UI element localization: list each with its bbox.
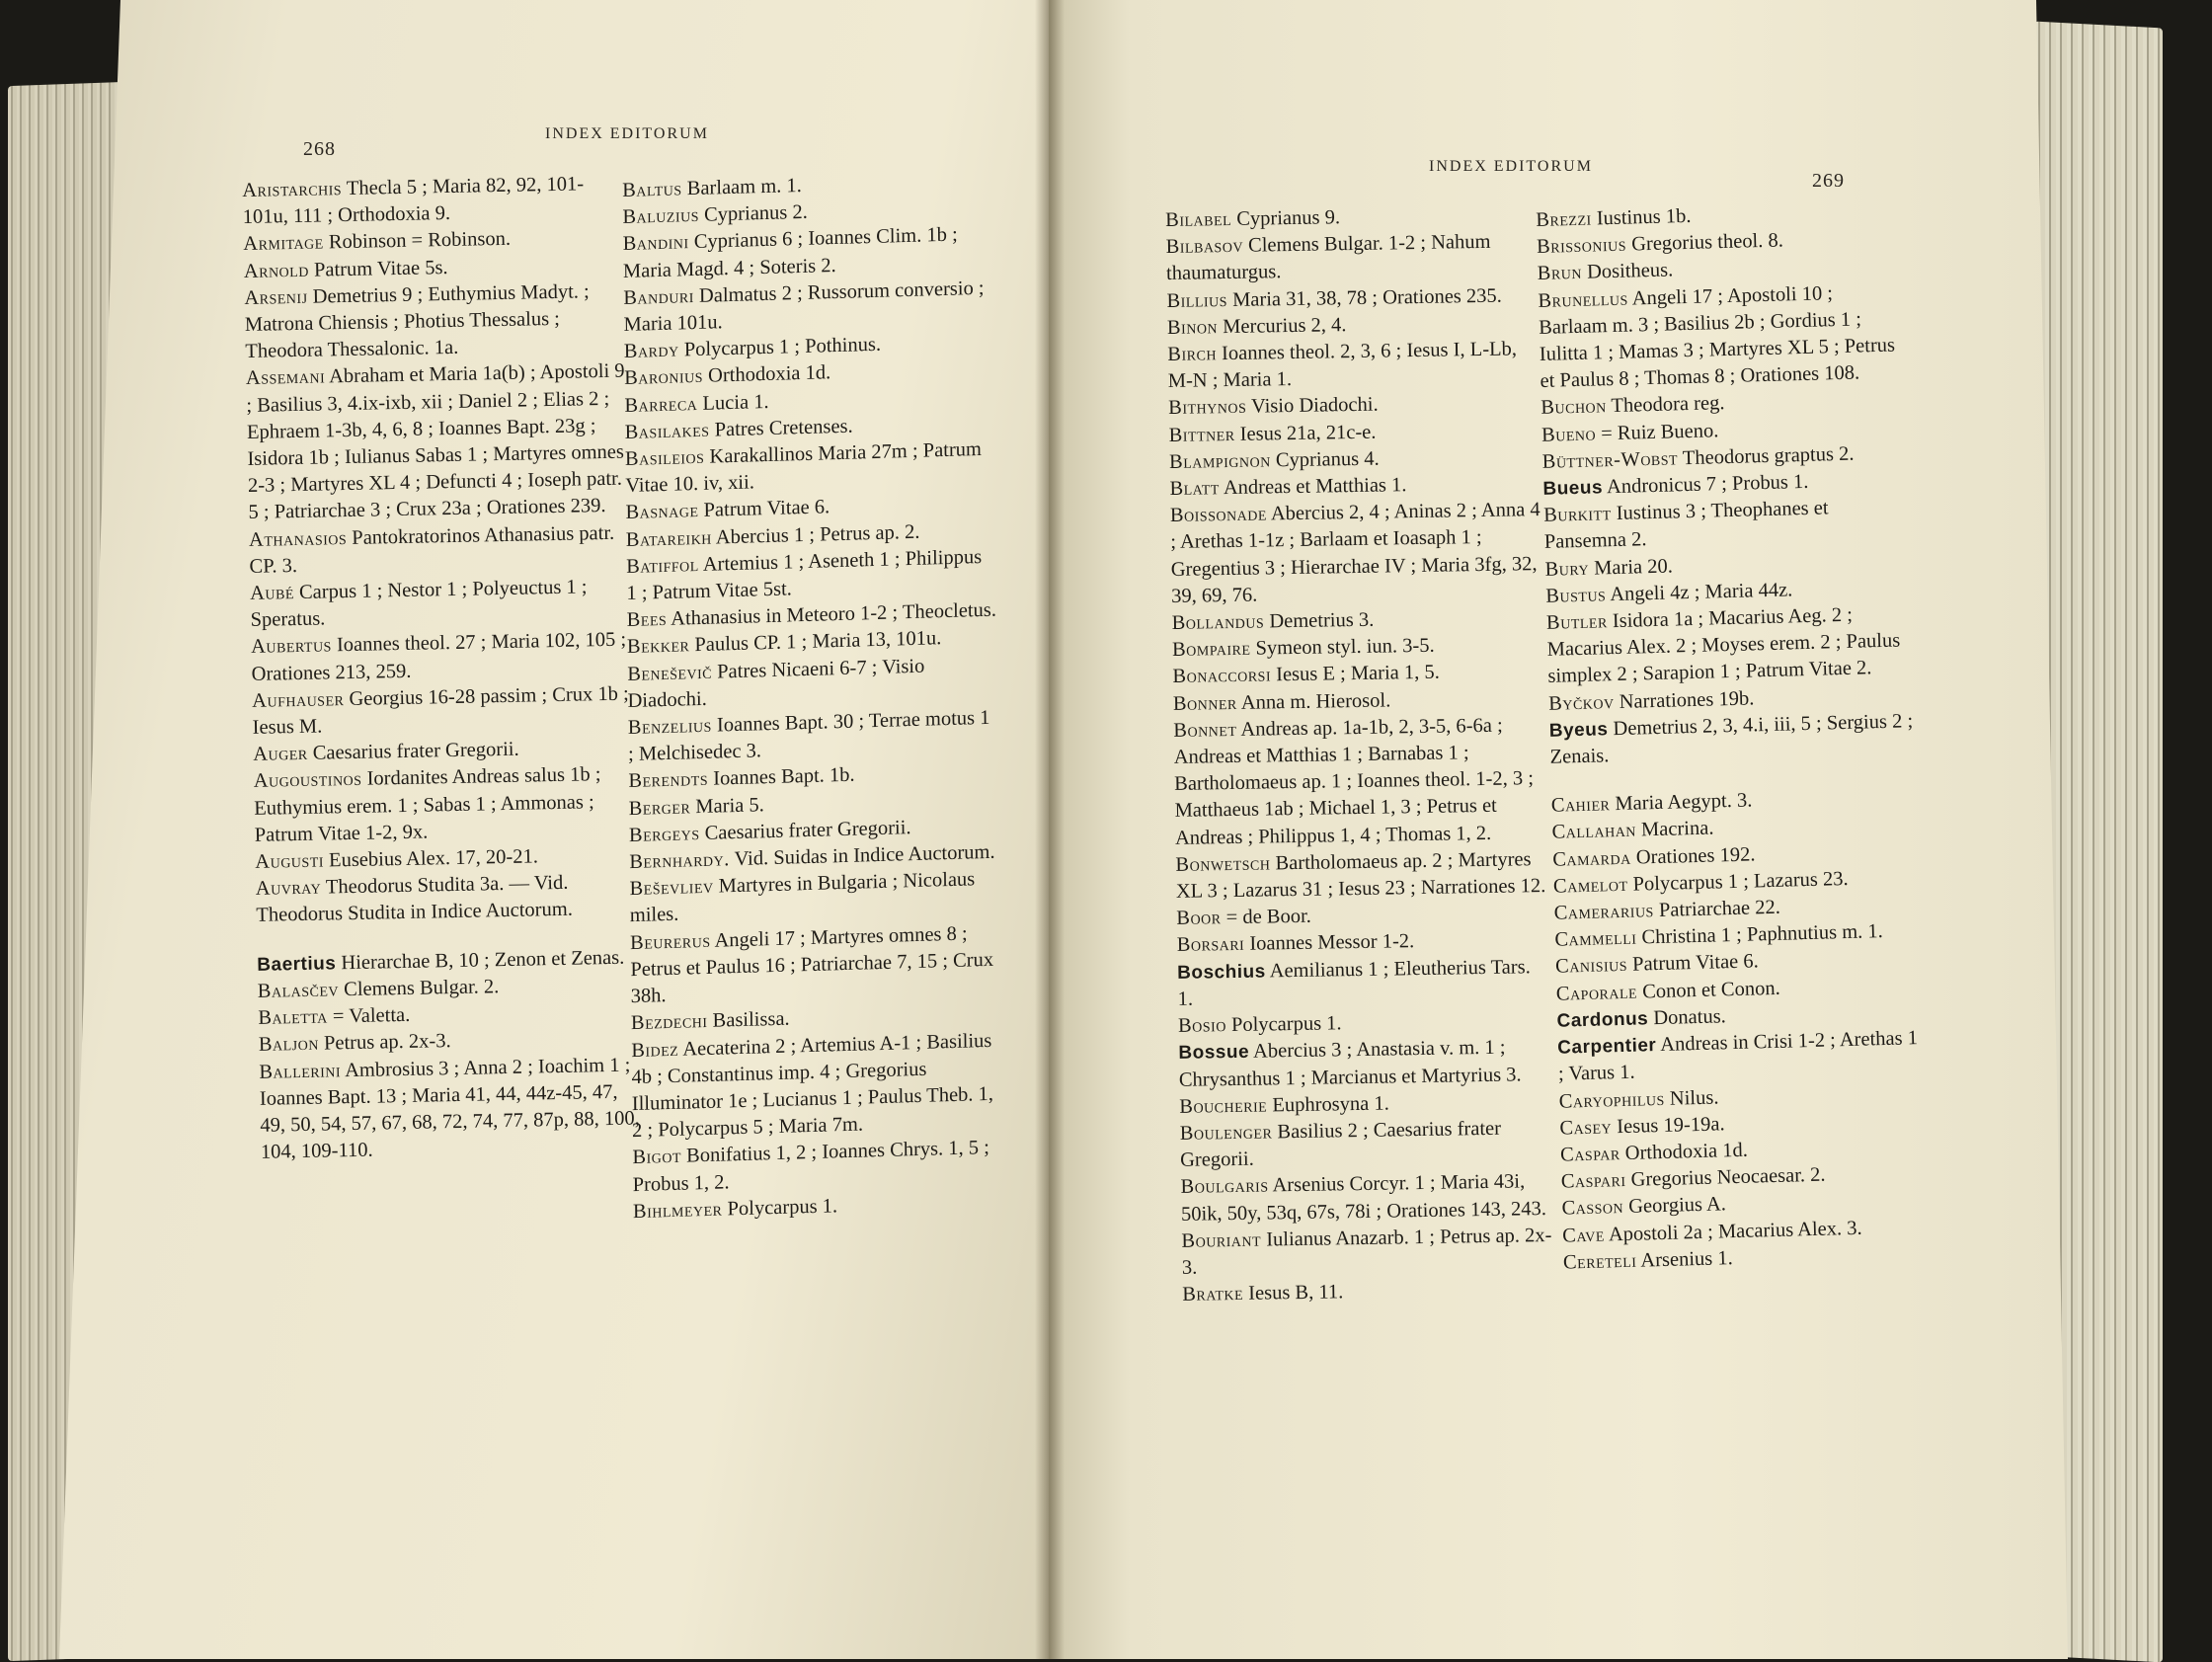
index-headword: Bonaccorsi <box>1172 664 1272 688</box>
index-headword: Bratke <box>1182 1283 1244 1306</box>
index-entry: Bury Maria 20. <box>1544 555 1674 581</box>
index-headword: Auger <box>253 743 308 766</box>
index-headword: Canisius <box>1554 954 1628 979</box>
index-entry: Augoustinos Iordanites Andreas salus 1b ; Euthymius erem. 1 ; Sabas 1 ; Ammonas ; Patrum Vitae 1-2, 9x. <box>253 763 601 846</box>
index-entry: Bompaire Symeon styl. iun. 3-5. <box>1171 635 1435 662</box>
index-entry: Barreca Lucia 1. <box>624 390 769 417</box>
index-headword: Baltus <box>622 178 682 202</box>
index-headword: Carpentier <box>1557 1035 1657 1059</box>
index-entry: Camelot Polycarpus 1 ; Lazarus 23. <box>1552 867 1849 898</box>
index-headword: Binon <box>1166 315 1219 339</box>
index-entry: Burkitt Iustinus 3 ; Theophanes et Pansemna 2. <box>1542 497 1829 554</box>
index-entry: Callahan Macrina. <box>1551 817 1714 844</box>
index-headword: Benzelius <box>627 714 712 740</box>
index-headword: Aubé <box>249 582 295 604</box>
index-headword: Boschius <box>1177 961 1266 984</box>
index-headword: Bollandus <box>1171 610 1265 634</box>
index-entry: Banduri Dalmatus 2 ; Russorum conversio ; Maria 101u. <box>623 277 985 337</box>
index-headword: Camelot <box>1552 873 1628 898</box>
index-headword: Baertius <box>257 953 337 976</box>
index-headword: Bilbasov <box>1165 234 1244 259</box>
index-entry: Büttner-Wobst Theodorus graptus 2. <box>1541 442 1855 473</box>
index-headword: Augusti <box>255 849 325 873</box>
right-page-number: 269 <box>1812 170 1845 192</box>
index-headword: Casson <box>1561 1196 1624 1220</box>
index-headword: Caryophilus <box>1558 1087 1666 1113</box>
index-entry: Basilakes Patres Cretenses. <box>624 415 853 443</box>
index-entry: Balasčev Clemens Bulgar. 2. <box>257 976 500 1002</box>
index-entry: Birch Ioannes theol. 2, 3, 6 ; Iesus I, L-Lb, M-N ; Maria 1. <box>1167 338 1518 393</box>
index-entry: Bekker Paulus CP. 1 ; Maria 13, 101u. <box>626 627 942 659</box>
index-entry: Bustus Angeli 4z ; Maria 44z. <box>1545 579 1793 607</box>
index-entry: Canisius Patrum Vitae 6. <box>1554 950 1760 979</box>
index-entry: Bonaccorsi Iesus E ; Maria 1, 5. <box>1172 662 1440 688</box>
index-headword: Birch <box>1167 343 1218 365</box>
index-entry: Bueno = Ruiz Bueno. <box>1540 419 1719 446</box>
index-headword: Batareikh <box>625 526 712 551</box>
index-headword: Armitage <box>243 231 324 256</box>
index-entry: Caspari Gregorius Neocaesar. 2. <box>1560 1163 1826 1193</box>
index-entry: Baertius Hierarchae B, 10 ; Zenon et Zenas. <box>257 946 625 976</box>
index-headword: Camarda <box>1552 846 1631 871</box>
index-headword: Blatt <box>1169 477 1221 500</box>
index-headword: Bees <box>626 608 668 632</box>
index-entry: Bueus Andronicus 7 ; Probus 1. <box>1542 470 1809 500</box>
index-entry: Camerarius Patriarchae 22. <box>1553 896 1781 924</box>
index-entry: Bouriant Iulianus Anazarb. 1 ; Petrus ap. 2x-3. <box>1181 1224 1552 1279</box>
index-entry: Arnold Patrum Vitae 5s. <box>243 256 448 282</box>
index-entry: Cereteli Arsenius 1. <box>1562 1246 1734 1274</box>
right-running-head: INDEX EDITORUM <box>1429 158 1593 175</box>
index-headword: Auvray <box>255 876 322 901</box>
index-headword: Brezzi <box>1536 207 1592 231</box>
index-entry: Brissonius Gregorius theol. 8. <box>1536 229 1784 259</box>
index-headword: Bihlmeyer <box>632 1198 723 1223</box>
index-entry: Benzelius Ioannes Bapt. 30 ; Terrae motus 1 ; Melchisedec 3. <box>627 706 990 766</box>
index-entry: Bilabel Cyprianus 9. <box>1165 206 1341 231</box>
index-headword: Bilabel <box>1165 207 1232 231</box>
index-headword: Basileios <box>624 445 705 471</box>
index-headword: Ballerini <box>259 1059 342 1083</box>
index-entry: Auvray Theodorus Studita 3a. — Vid. Theodorus Studita in Indice Auctorum. <box>255 872 574 927</box>
index-headword: Aufhauser <box>251 687 345 712</box>
index-headword: Bekker <box>626 634 690 659</box>
index-entry: Byčkov Narrationes 19b. <box>1547 687 1755 715</box>
index-headword: Aristarchis <box>242 178 343 201</box>
index-entry: Bardy Polycarpus 1 ; Pothinus. <box>623 333 882 363</box>
index-entry: Bonwetsch Bartholomaeus ap. 2 ; Martyres XL 3 ; Lazarus 31 ; Iesus 23 ; Narrationes 12. <box>1175 848 1546 903</box>
index-entry: Basileios Karakallinos Maria 27m ; Patrum Vitae 10. iv, xii. <box>624 437 983 498</box>
index-entry: Auger Caesarius frater Gregorii. <box>253 738 519 766</box>
index-entry: Bergeys Caesarius frater Gregorii. <box>628 816 911 846</box>
left-column-1 <box>242 171 641 1167</box>
right-column-1 <box>1165 201 1555 1308</box>
index-headword: Burkitt <box>1542 503 1612 527</box>
index-headword: Banduri <box>623 284 694 309</box>
index-entry: Bittner Iesus 21a, 21c-e. <box>1168 421 1377 446</box>
index-headword: Bustus <box>1545 584 1607 607</box>
index-entry: Aufhauser Georgius 16-28 passim ; Crux 1b ; Iesus M. <box>251 682 629 739</box>
index-entry: Baltus Barlaam m. 1. <box>622 174 802 202</box>
index-entry: Cave Apostoli 2a ; Macarius Alex. 3. <box>1561 1217 1862 1247</box>
index-entry: Bandini Cyprianus 6 ; Ioannes Clim. 1b ; Maria Magd. 4 ; Soteris 2. <box>622 223 958 282</box>
index-headword: Bonwetsch <box>1175 852 1271 876</box>
index-headword: Beševliev <box>629 875 714 901</box>
index-headword: Aubertus <box>250 634 333 659</box>
index-headword: Butler <box>1545 610 1609 634</box>
index-entry: Borsari Ioannes Messor 1-2. <box>1176 930 1415 957</box>
index-headword: Athanasios <box>248 526 348 551</box>
index-headword: Bossue <box>1178 1042 1250 1065</box>
index-headword: Bonnet <box>1173 718 1237 742</box>
index-entry: Bihlmeyer Polycarpus 1. <box>632 1195 838 1223</box>
index-headword: Billius <box>1166 288 1228 312</box>
index-entry: Cahier Maria Aegypt. 3. <box>1550 789 1753 818</box>
index-entry: Bratke Iesus B, 11. <box>1182 1281 1344 1306</box>
index-headword: Boulgaris <box>1180 1174 1269 1199</box>
index-entry: Byeus Demetrius 2, 3, 4.i, iii, 5 ; Sergius 2 ; Zenais. <box>1548 710 1914 768</box>
index-entry: Baletta = Valetta. <box>258 1003 411 1029</box>
index-entry: Bonnet Andreas ap. 1a-1b, 2, 3-5, 6-6a ; Andreas et Matthias 1 ; Barnabas 1 ; Bartholomaeus ap. 1 ; Ioannes theol. 1-2, 3 ; Matthaeus 1ab ; Michael 1, 3 ; Petrus et Andreas ; Philippus 1, 4 ; Thomas 1, 2. <box>1173 714 1535 849</box>
index-entry: Baluzius Cyprianus 2. <box>622 200 808 229</box>
index-entry: Brun Dositheus. <box>1537 259 1674 285</box>
index-headword: Bidez <box>631 1038 679 1062</box>
index-entry: Bilbasov Clemens Bulgar. 1-2 ; Nahum thaumaturgus. <box>1165 231 1491 285</box>
index-entry: Bollandus Demetrius 3. <box>1171 608 1375 634</box>
index-entry: Basnage Patrum Vitae 6. <box>625 496 830 524</box>
left-column-2 <box>622 168 1003 1226</box>
index-headword: Basilakes <box>624 419 710 443</box>
index-headword: Bueus <box>1542 477 1604 500</box>
index-entry: Casey Iesus 19-19a. <box>1559 1113 1725 1140</box>
index-headword: Baletta <box>258 1005 329 1029</box>
index-entry: Buchon Theodora reg. <box>1540 392 1725 420</box>
right-column-2 <box>1536 198 1929 1276</box>
index-entry: Bees Athanasius in Meteoro 1-2 ; Theocletus. <box>626 598 997 632</box>
index-entry: Batiffol Artemius 1 ; Aseneth 1 ; Philippus 1 ; Patrum Vitae 5st. <box>626 545 983 605</box>
index-entry: Boschius Aemilianus 1 ; Eleutherius Tars. 1. <box>1177 955 1531 1010</box>
index-headword: Bueno <box>1540 423 1597 446</box>
index-headword: Brissonius <box>1536 233 1627 259</box>
index-entry: Boulgaris Arsenius Corcyr. 1 ; Maria 43i, 50ik, 50y, 53q, 67s, 78i ; Orationes 143, 243. <box>1180 1170 1547 1226</box>
index-headword: Büttner-Wobst <box>1541 447 1679 473</box>
index-entry: Beševliev Martyres in Bulgaria ; Nicolaus miles. <box>629 868 976 927</box>
index-entry: Cardonus Donatus. <box>1556 1005 1727 1032</box>
index-entry: Bidez Aecaterina 2 ; Artemius A-1 ; Basilius 4b ; Constantinus imp. 4 ; Gregorius Illuminator 1e ; Lucianus 1 ; Paulus Theb. 1, 2 ; Polycarpus 5 ; Maria 7m. <box>631 1029 994 1143</box>
index-entry: Berendts Ioannes Bapt. 1b. <box>628 764 855 793</box>
index-entry: Boulenger Basilius 2 ; Caesarius frater Gregorii. <box>1179 1117 1502 1171</box>
index-headword: Boucherie <box>1179 1094 1268 1118</box>
index-headword: Basnage <box>625 500 699 524</box>
index-headword: Balasčev <box>257 979 340 1002</box>
index-headword: Cardonus <box>1556 1008 1649 1032</box>
book-gutter <box>1035 0 1065 1659</box>
index-entry: Aubé Carpus 1 ; Nestor 1 ; Polyeuctus 1 ; Speratus. <box>249 576 588 632</box>
index-headword: Arnold <box>243 259 310 282</box>
index-entry: Boucherie Euphrosyna 1. <box>1179 1092 1389 1118</box>
index-headword: Brunellus <box>1538 287 1629 312</box>
index-entry: Billius Maria 31, 38, 78 ; Orationes 235. <box>1166 284 1502 312</box>
index-headword: Caporale <box>1555 981 1638 1005</box>
index-headword: Bigot <box>632 1146 682 1169</box>
index-headword: Cahier <box>1550 793 1611 818</box>
index-headword: Camerarius <box>1553 900 1655 924</box>
index-headword: Bompaire <box>1171 637 1251 662</box>
index-entry: Brezzi Iustinus 1b. <box>1536 204 1692 231</box>
index-headword: Augoustinos <box>253 768 362 793</box>
index-headword: Buchon <box>1540 395 1608 420</box>
index-entry: Aubertus Ioannes theol. 27 ; Maria 102, 105 ; Orationes 213, 259. <box>250 629 627 685</box>
index-headword: Bernhardy. <box>629 848 730 874</box>
index-headword: Bezdechi <box>630 1010 708 1035</box>
index-entry: Assemani Abraham et Maria 1a(b) ; Apostoli 9 ; Basilius 3, 4.ix-ixb, xii ; Daniel 2 ; Elias 2 ; Ephraem 1-3b, 4, 6, 8 ; Ioannes Bapt. 23g ; Isidora 1b ; Iulianus Sabas 1 ; Martyres omnes 2-3 ; Martyres XL 4 ; Defuncti 4 ; Ioseph patr. 5 ; Patriarchae 3 ; Crux 23a ; Orationes 239. <box>245 360 625 524</box>
index-entry: Bernhardy. Vid. Suidas in Indice Auctorum. <box>629 840 995 874</box>
index-entry: Bithynos Visio Diadochi. <box>1168 394 1379 420</box>
index-headword: Bergeys <box>628 822 700 846</box>
index-headword: Cave <box>1561 1224 1606 1247</box>
index-entry: Casson Georgius A. <box>1561 1193 1727 1220</box>
left-running-head: INDEX EDITORUM <box>545 125 709 142</box>
index-headword: Bardy <box>623 339 679 363</box>
index-entry: Baljon Petrus ap. 2x-3. <box>258 1030 451 1057</box>
index-headword: Berger <box>628 795 691 820</box>
index-entry: Bigot Bonifatius 1, 2 ; Ioannes Chrys. 1, 5 ; Probus 1, 2. <box>632 1137 990 1196</box>
index-headword: Arsenij <box>244 285 308 309</box>
index-entry: Caporale Conon et Conon. <box>1555 977 1780 1005</box>
index-entry: Arsenij Demetrius 9 ; Euthymius Madyt. ; Matrona Chiensis ; Photius Thessalus ; Theodora Thessalonic. 1a. <box>244 280 590 363</box>
left-page-number: 268 <box>303 138 336 160</box>
index-entry: Caryophilus Nilus. <box>1558 1085 1719 1113</box>
index-entry: Binon Mercurius 2, 4. <box>1166 313 1347 339</box>
index-headword: Boor <box>1176 907 1222 930</box>
index-entry: Beneševič Patres Nicaeni 6-7 ; Visio Diadochi. <box>627 655 925 712</box>
index-entry: Boor = de Boor. <box>1176 906 1311 930</box>
index-entry: Bosio Polycarpus 1. <box>1177 1012 1342 1037</box>
index-entry: Batareikh Abercius 1 ; Petrus ap. 2. <box>625 520 920 551</box>
index-headword: Baluzius <box>622 204 700 229</box>
index-headword: Brun <box>1537 262 1583 285</box>
index-headword: Blampignon <box>1168 449 1271 473</box>
index-entry: Bezdechi Basilissa. <box>630 1007 790 1035</box>
index-headword: Boissonade <box>1169 503 1268 527</box>
index-headword: Baljon <box>258 1032 320 1057</box>
index-entry: Augusti Eusebius Alex. 17, 20-21. <box>255 845 539 873</box>
index-entry: Athanasios Pantokratorinos Athanasius patr. CP. 3. <box>248 521 615 578</box>
index-headword: Barreca <box>624 392 698 417</box>
index-headword: Casey <box>1559 1116 1613 1140</box>
index-entry: Baronius Orthodoxia 1d. <box>624 361 831 390</box>
index-headword: Beurerus <box>629 929 711 954</box>
index-entry: Camarda Orationes 192. <box>1552 843 1756 871</box>
index-entry: Beurerus Angeli 17 ; Martyres omnes 8 ; Petrus et Paulus 16 ; Patriarchae 7, 15 ; Crux 38h. <box>629 922 994 1008</box>
index-headword: Bithynos <box>1168 396 1247 420</box>
index-headword: Beneševič <box>627 661 713 685</box>
index-headword: Borsari <box>1176 933 1245 957</box>
index-entry: Butler Isidora 1a ; Macarius Aeg. 2 ; Macarius Alex. 2 ; Moyses erem. 2 ; Paulus simplex 2 ; Sarapion 1 ; Patrum Vitae 2. <box>1545 603 1901 688</box>
index-entry: Ballerini Ambrosius 3 ; Anna 2 ; Ioachim 1 ; Ioannes Bapt. 13 ; Maria 41, 44, 44z-45, 47, 49, 50, 54, 57, 67, 68, 72, 74, 77, 87p, 88, 100, 104, 109-110. <box>259 1054 640 1163</box>
index-headword: Cereteli <box>1562 1249 1637 1274</box>
index-entry: Brunellus Angeli 17 ; Apostoli 10 ; Barlaam m. 3 ; Basilius 2b ; Gordius 1 ; Iulitta 1 ; Mamas 3 ; Martyres XL 5 ; Petrus et Paulus 8 ; Thomas 8 ; Orationes 108. <box>1538 281 1896 393</box>
index-headword: Bonner <box>1172 691 1237 715</box>
index-entry: Blatt Andreas et Matthias 1. <box>1169 474 1407 500</box>
index-entry: Caspar Orthodoxia 1d. <box>1559 1139 1749 1166</box>
index-headword: Boulenger <box>1179 1121 1273 1145</box>
index-entry: Bossue Abercius 3 ; Anastasia v. m. 1 ; Chrysanthus 1 ; Marcianus et Martyrius 3. <box>1178 1036 1522 1091</box>
index-headword: Assemani <box>245 365 326 390</box>
index-headword: Baronius <box>624 365 704 390</box>
index-entry: Aristarchis Thecla 5 ; Maria 82, 92, 101-101u, 111 ; Orthodoxia 9. <box>242 173 585 229</box>
index-headword: Bandini <box>622 231 689 256</box>
index-entry: Berger Maria 5. <box>628 793 764 820</box>
index-headword: Cammelli <box>1554 926 1637 952</box>
index-headword: Bouriant <box>1181 1228 1262 1252</box>
index-headword: Batiffol <box>626 553 699 578</box>
index-headword: Berendts <box>628 768 709 793</box>
index-entry: Blampignon Cyprianus 4. <box>1168 447 1380 473</box>
index-headword: Caspar <box>1559 1142 1620 1166</box>
index-entry: Boissonade Abercius 2, 4 ; Aninas 2 ; Anna 4 ; Arethas 1-1z ; Barlaam et Ioasaph 1 ; Gregentius 3 ; Hierarchae IV ; Maria 3fg, 32, 39, 69, 76. <box>1169 499 1540 607</box>
index-headword: Bosio <box>1177 1014 1227 1037</box>
index-entry: Bonner Anna m. Hierosol. <box>1172 689 1391 715</box>
index-headword: Byčkov <box>1547 690 1615 715</box>
index-headword: Byeus <box>1548 719 1609 742</box>
index-entry: Armitage Robinson = Robinson. <box>243 228 512 256</box>
index-headword: Bittner <box>1168 423 1235 446</box>
index-headword: Caspari <box>1560 1169 1626 1193</box>
index-headword: Callahan <box>1551 820 1637 844</box>
index-entry: Cammelli Christina 1 ; Paphnutius m. 1. <box>1554 920 1884 952</box>
index-headword: Bury <box>1544 557 1590 581</box>
index-entry: Carpentier Andreas in Crisi 1-2 ; Arethas 1 ; Varus 1. <box>1557 1027 1919 1085</box>
